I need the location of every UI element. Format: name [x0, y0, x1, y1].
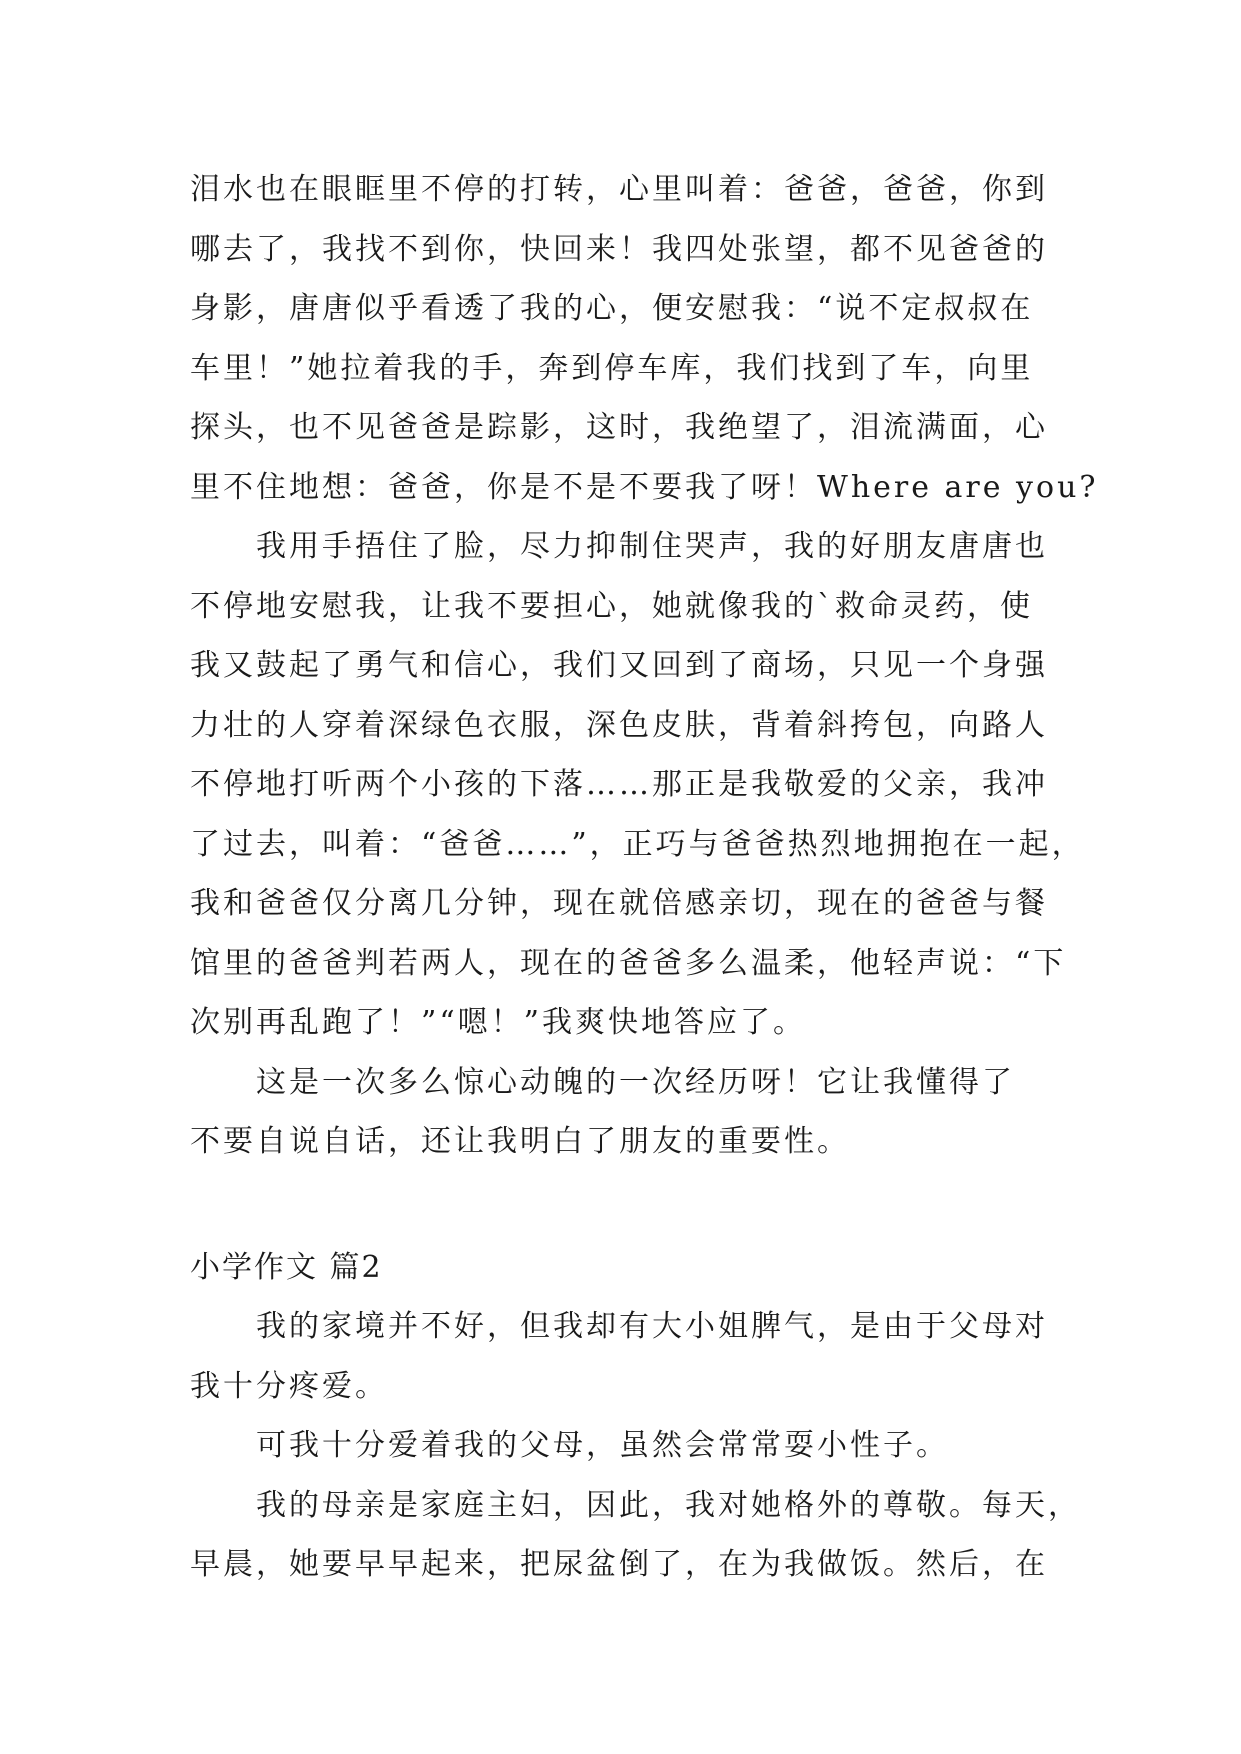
text-line: 可我十分爱着我的父母，虽然会常常耍小性子。	[256, 1428, 949, 1463]
section-gap	[190, 1172, 1060, 1238]
text-line: 探头，也不见爸爸是踪影，这时，我绝望了，泪流满面，心	[190, 410, 1048, 445]
text-line: 哪去了，我找不到你，快回来！我四处张望，都不见爸爸的	[190, 231, 1048, 267]
text-line: 不要自说自话，还让我明白了朋友的重要性。	[190, 1124, 850, 1159]
text-line: 我的家境并不好，但我却有大小姐脾气，是由于父母对	[256, 1309, 1048, 1344]
text-line: 次别再乱跑了！”“嗯！”我爽快地答应了。	[190, 1005, 807, 1040]
text-line: 泪水也在眼眶里不停的打转，心里叫着：爸爸，爸爸，你到	[190, 172, 1048, 207]
paragraph-6	[190, 1476, 1081, 1595]
text-line: 我又鼓起了勇气和信心，我们又回到了商场，只见一个身强	[190, 648, 1048, 683]
text-line: 我十分疼爱。	[190, 1368, 388, 1404]
text-line: 了过去，叫着：“爸爸……”，正巧与爸爸热烈地拥抱在一起，	[190, 826, 1085, 862]
text-line: 我的母亲是家庭主妇，因此，我对她格外的尊敬。每天，	[256, 1487, 1081, 1523]
paragraph-1	[190, 160, 1099, 517]
text-line: 不停地打听两个小孩的下落……那正是我敬爱的父亲，我冲	[190, 767, 1048, 802]
text-line: 我用手捂住了脸，尽力抑制住哭声，我的好朋友唐唐也	[256, 529, 1048, 564]
text-line: 早晨，她要早早起来，把尿盆倒了，在为我做饭。然后，在	[190, 1547, 1048, 1582]
text-line: 里不住地想：爸爸，你是不是不要我了呀！Where are you?	[190, 469, 1099, 505]
text-line: 身影，唐唐似乎看透了我的心，便安慰我：“说不定叔叔在	[190, 291, 1034, 326]
section-heading: 小学作文 篇2	[190, 1249, 383, 1285]
text-line: 不停地安慰我，让我不要担心，她就像我的`救命灵药，使	[190, 588, 1033, 624]
text-line: 力壮的人穿着深绿色衣服，深色皮肤，背着斜挎包，向路人	[190, 707, 1048, 743]
paragraph-5	[190, 1416, 1060, 1476]
paragraph-3	[190, 1053, 1060, 1172]
text-line: 车里！”她拉着我的手，奔到停车库，我们找到了车，向里	[190, 350, 1034, 386]
text-line: 馆里的爸爸判若两人，现在的爸爸多么温柔，他轻声说：“下	[190, 945, 1067, 981]
paragraph-2	[190, 517, 1085, 1053]
text-line: 这是一次多么惊心动魄的一次经历呀！它让我懂得了	[256, 1064, 1015, 1100]
text-line: 我和爸爸仅分离几分钟，现在就倍感亲切，现在的爸爸与餐	[190, 886, 1048, 921]
document-page	[190, 160, 1099, 1595]
paragraph-4	[190, 1297, 1060, 1416]
